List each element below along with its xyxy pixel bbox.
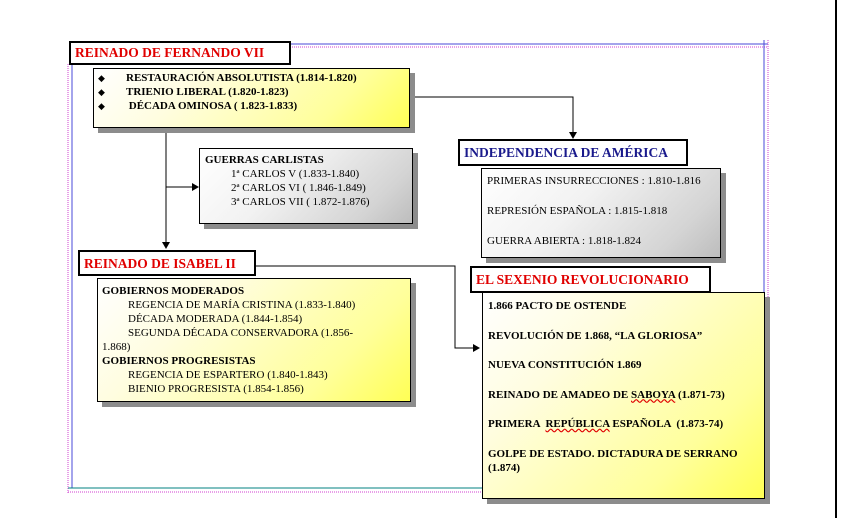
diamond-bullet-icon: ◆	[98, 87, 105, 97]
isabel-box	[97, 278, 411, 402]
sexenio-item: GOLPE DE ESTADO. DICTADURA DE SERRANO (1.874)	[488, 447, 738, 474]
carlistas-item: 3ª CARLOS VII ( 1.872-1.876)	[231, 196, 370, 208]
diamond-bullet-icon: ◆	[98, 73, 105, 83]
amadeo-prefix: REINADO DE AMADEO DE	[488, 388, 632, 401]
progresistas-item: BIENIO PROGRESISTA (1.854-1.856)	[128, 383, 304, 395]
fernando-item-label: TRIENIO LIBERAL (1.820-1.823)	[126, 86, 289, 98]
arrowhead-america	[569, 132, 577, 139]
isabel-title: REINADO DE ISABEL II	[78, 250, 256, 276]
fernando-item	[94, 85, 409, 99]
moderados-item: REGENCIA DE MARÍA CRISTINA (1.833-1.840)	[128, 299, 356, 311]
carlistas-title: GUERRAS CARLISTAS	[205, 154, 324, 166]
republica-word: REPÚBLICA	[545, 418, 610, 430]
fernando-box	[93, 68, 410, 128]
republica-suffix: ESPAÑOLA (1.873-74)	[609, 418, 724, 430]
fernando-item	[94, 99, 409, 113]
america-item: REPRESIÓN ESPAÑOLA : 1.815-1.818	[487, 205, 668, 217]
carlistas-box	[199, 148, 413, 224]
america-item: GUERRA ABIERTA : 1.818-1.824	[487, 235, 641, 247]
arrowhead-isabel	[162, 242, 170, 249]
amadeo-word: SABOYA	[631, 388, 676, 401]
progresistas-heading: GOBIERNOS PROGRESISTAS	[102, 355, 256, 367]
sexenio-item-republica	[488, 417, 758, 431]
fernando-list	[94, 71, 409, 113]
fernando-title: REINADO DE FERNANDO VII	[69, 41, 291, 65]
fernando-item-label: RESTAURACIÓN ABSOLUTISTA (1.814-1.820)	[126, 72, 357, 84]
fernando-item	[94, 71, 409, 85]
moderados-item: SEGUNDA DÉCADA CONSERVADORA (1.856-	[128, 327, 354, 339]
moderados-item-wrap: 1.868)	[102, 341, 131, 353]
arrowhead-carlistas	[192, 183, 199, 191]
amadeo-suffix: (1.871-73)	[675, 388, 725, 401]
sexenio-item: 1.866 PACTO DE OSTENDE	[488, 300, 627, 312]
sexenio-item-amadeo	[488, 388, 758, 402]
america-title: INDEPENDENCIA DE AMÉRICA	[458, 139, 688, 166]
america-item: PRIMERAS INSURRECCIONES : 1.810-1.816	[487, 175, 701, 187]
arrowhead-sexenio	[473, 344, 480, 352]
progresistas-item: REGENCIA DE ESPARTERO (1.840-1.843)	[128, 369, 328, 381]
fernando-item-label: DÉCADA OMINOSA ( 1.823-1.833)	[126, 100, 298, 112]
carlistas-item: 2ª CARLOS VI ( 1.846-1.849)	[231, 182, 366, 194]
america-box	[481, 168, 721, 258]
moderados-heading: GOBIERNOS MODERADOS	[102, 285, 245, 297]
carlistas-item: 1ª CARLOS V (1.833-1.840)	[231, 168, 360, 180]
republica-prefix: PRIMERA	[488, 418, 546, 430]
sexenio-box	[482, 292, 765, 499]
connector-fernando-to-america	[411, 97, 573, 136]
sexenio-item: REVOLUCIÓN DE 1.868, “LA GLORIOSA”	[488, 329, 703, 342]
moderados-item: DÉCADA MODERADA (1.844-1.854)	[128, 313, 303, 325]
diamond-bullet-icon: ◆	[98, 101, 105, 111]
sexenio-title: EL SEXENIO REVOLUCIONARIO	[470, 266, 711, 293]
sexenio-item: NUEVA CONSTITUCIÓN 1.869	[488, 359, 642, 371]
